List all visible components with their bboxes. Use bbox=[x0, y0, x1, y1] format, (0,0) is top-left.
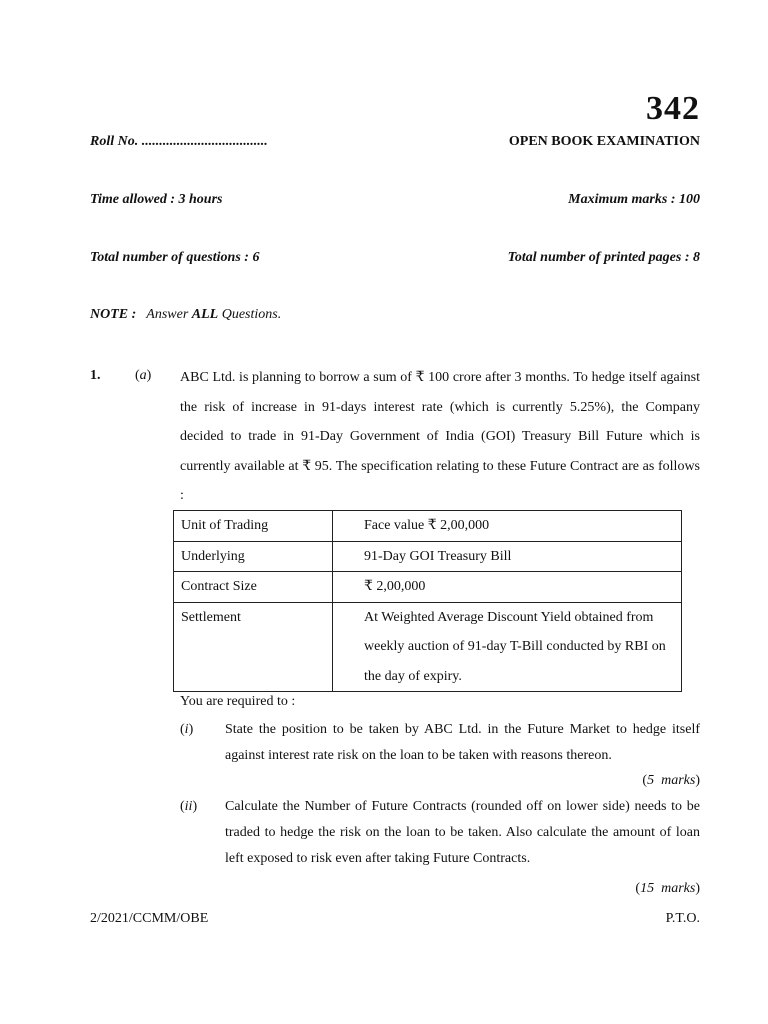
table-cell-value: At Weighted Average Discount Yield obtained from weekly auction of 91-day T-Bill conducted by RBI on the day of expiry. bbox=[333, 602, 682, 692]
table-row bbox=[174, 541, 682, 572]
subpart-marks: (5 marks) bbox=[642, 773, 700, 788]
marks-word: marks bbox=[661, 773, 696, 788]
table-cell-value: ₹ 2,00,000 bbox=[333, 572, 682, 603]
table-cell-value: Face value ₹ 2,00,000 bbox=[333, 511, 682, 542]
time-allowed: Time allowed : 3 hours bbox=[90, 192, 223, 207]
marks-number: 15 bbox=[640, 881, 655, 896]
subpart-number: (i) bbox=[180, 722, 194, 737]
total-questions: Total number of questions : 6 bbox=[90, 250, 260, 265]
header-row-2 bbox=[90, 192, 700, 208]
paper-code: 342 bbox=[646, 90, 700, 127]
header-row-1 bbox=[90, 134, 700, 150]
table-cell-label: Underlying bbox=[174, 541, 333, 572]
header-row-3 bbox=[90, 250, 700, 266]
max-marks: Maximum marks : 100 bbox=[568, 192, 700, 207]
marks-word: marks bbox=[661, 881, 696, 896]
question-number: 1. bbox=[90, 368, 101, 383]
total-pages: Total number of printed pages : 8 bbox=[507, 250, 700, 265]
table-cell-value: 91-Day GOI Treasury Bill bbox=[333, 541, 682, 572]
footer-pto: P.T.O. bbox=[665, 911, 700, 926]
table-cell-label: Contract Size bbox=[174, 572, 333, 603]
table-row bbox=[174, 602, 682, 692]
note-emphasis: ALL bbox=[191, 307, 219, 322]
marks-number: 5 bbox=[647, 773, 655, 788]
question-paragraph: ABC Ltd. is planning to borrow a sum of ₹ 100 crore after 3 months. To hedge itself against the risk of increase in 91-days interest rate (which is currently 5.25%), the Company decided to trade in 91-Day Government of India (GOI) Treasury Bill Future which is currently available at ₹ 95. The specification relating to these Future Contract are as follows : bbox=[180, 370, 700, 504]
table-row bbox=[174, 572, 682, 603]
exam-type: OPEN BOOK EXAMINATION bbox=[508, 134, 700, 149]
note-suffix: Questions. bbox=[218, 307, 282, 322]
table-cell-label: Settlement bbox=[174, 602, 333, 692]
subpart-marks: (15 marks) bbox=[635, 881, 700, 896]
subpart-text: Calculate the Number of Future Contracts (rounded off on lower side) needs to be traded to hedge the risk on the loan to be taken. Also calculate the amount of loan left exposed to risk even after taking Future Contracts. bbox=[225, 799, 700, 866]
specification-table bbox=[173, 510, 682, 692]
subpart-text: State the position to be taken by ABC Ltd. in the Future Market to hedge itself against interest rate risk on the loan to be taken with reasons thereon. bbox=[225, 722, 700, 763]
table-cell-label: Unit of Trading bbox=[174, 511, 333, 542]
note-prefix: Answer bbox=[146, 307, 192, 322]
question-part: (a) bbox=[135, 368, 152, 383]
required-text: You are required to : bbox=[180, 694, 296, 709]
footer-code: 2/2021/CCMM/OBE bbox=[90, 911, 209, 926]
note-label: NOTE : bbox=[90, 307, 137, 322]
table-row bbox=[174, 511, 682, 542]
subpart-number: (ii) bbox=[180, 799, 198, 814]
roll-no: Roll No. .................................... bbox=[90, 134, 268, 149]
note bbox=[90, 307, 281, 323]
